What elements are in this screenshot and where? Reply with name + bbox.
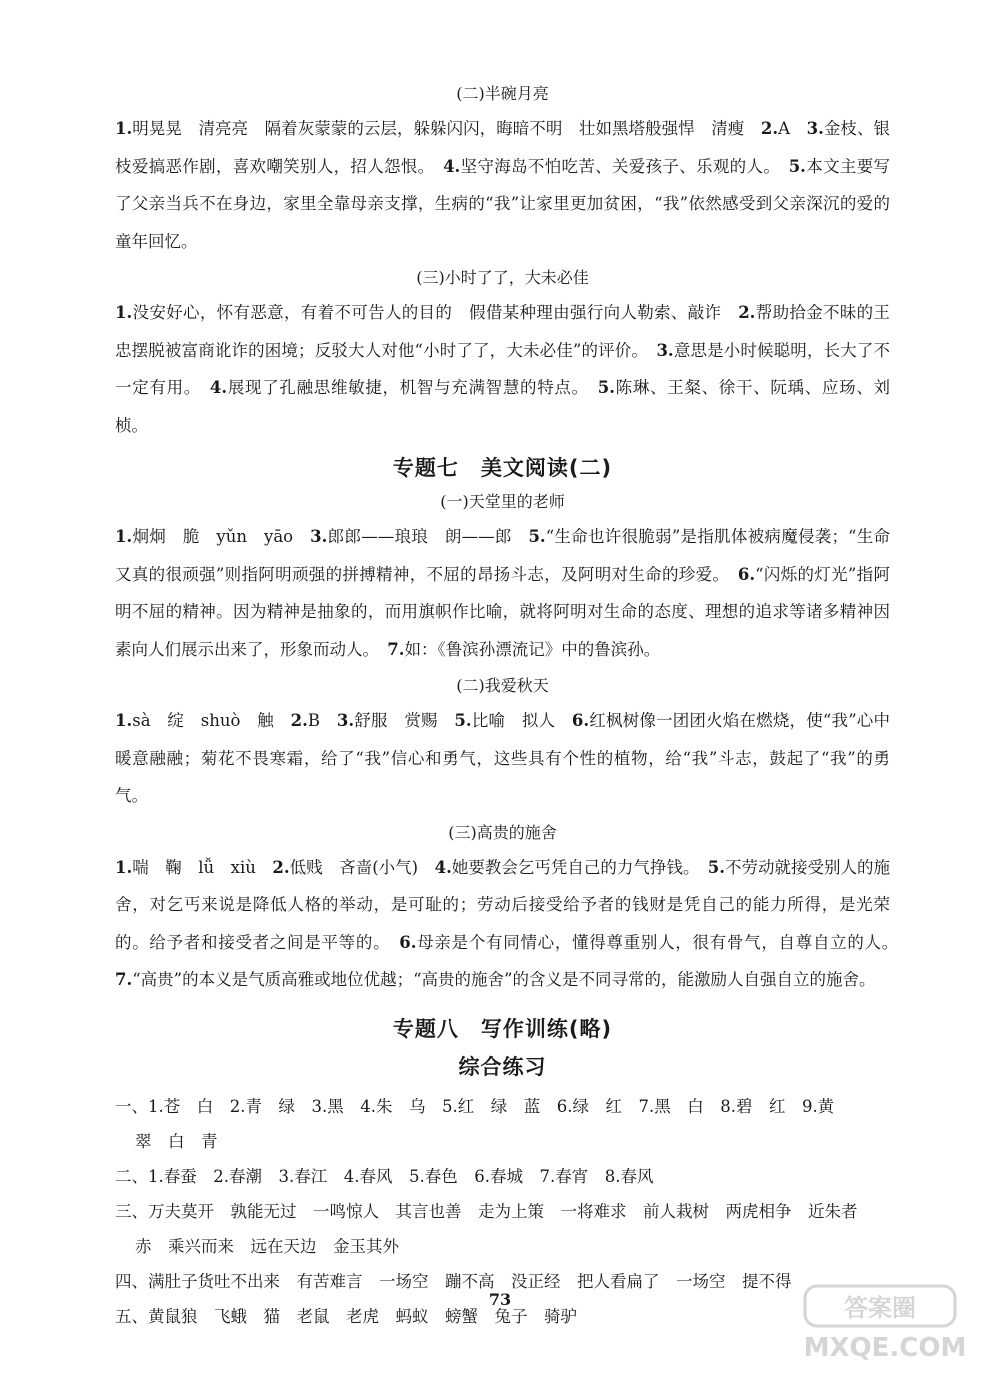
watermark-logo (790, 1284, 980, 1364)
practice-line: 四、满肚子货吐不出来 有苦难言 一场空 蹦不高 没正经 把人看扁了 一场空 提不得 (115, 1271, 792, 1291)
watermark-bottom-text: MXQE.COM (803, 1333, 967, 1363)
section-title: (三)高贵的施舍 (448, 822, 557, 842)
topic-heading: 专题八 写作训练(略) (392, 1016, 613, 1041)
practice-line: 一、1.苍 白 2.青 绿 3.黑 4.朱 乌 5.红 绿 蓝 6.绿 红 7.黑 白 8.碧 红 9.黄 (115, 1096, 835, 1116)
practice-line: 赤 乘兴而来 远在天边 金玉其外 (135, 1236, 399, 1256)
answer-page (115, 80, 907, 1334)
section-title: (二)我爱秋天 (456, 676, 549, 695)
answer-paragraph: 1.没安好心，怀有恶意，有着不可告人的目的 假借某种理由强行向人勒索、敲诈 2.帮助拾金不昧的王忠摆脱被富商讹诈的困境；反驳大人对他“小时了了，大未必佳”的评价。 3.意思是小时候聪明，长大了不一定有用。 4.展现了孔融思维敏捷，机智与充满智慧的特点。 5.陈琳、王粲、徐干、阮瑀、应玚、刘桢。 (115, 303, 891, 435)
watermark-top-text: 答案圈 (844, 1294, 916, 1322)
section-title: (一)天堂里的老师 (440, 492, 565, 511)
section-title: (二)半碗月亮 (456, 84, 549, 103)
answer-paragraph: 1.sà 绽 shuò 触 2.B 3.舒服 赏赐 5.比喻 拟人 6.红枫树像一团团火焰在燃烧，使“我”心中暖意融融；菊花不畏寒霜，给了“我”信心和勇气，这些具有个性的植物，给“我”斗志，鼓起了“我”的勇气。 (115, 711, 890, 805)
practice-line: 三、万夫莫开 孰能无过 一鸣惊人 其言也善 走为上策 一将难求 前人栽树 两虎相争 近朱者 (115, 1201, 858, 1221)
page-number: 73 (488, 1290, 512, 1309)
answer-paragraph: 1.喘 鞠 lǚ xiù 2.低贱 吝啬(小气) 4.她要教会乞丐凭自己的力气挣钱。 5.不劳动就接受别人的施舍，对乞丐来说是降低人格的举动，是可耻的；劳动后接受给予者的钱财是凭自己的能力所得，是光荣的。给予者和接受者之间是平等的。 6.母亲是个有同情心，懂得尊重别人，很有骨气，自尊自立的人。 7.“高贵”的本义是气质高雅或地位优越；“高贵的施舍”的含义是不同寻常的，能激励人自强自立的施舍。 (115, 857, 907, 989)
answer-paragraph: 1.明晃晃 清亮亮 隔着灰蒙蒙的云层，躲躲闪闪，晦暗不明 壮如黑塔般强悍 清瘦 2.A 3.金枝、银枝爱搞恶作剧，喜欢嘲笑别人，招人怨恨。 4.坚守海岛不怕吃苦、关爱孩子、乐观的人。 5.本文主要写了父亲当兵不在身边，家里全靠母亲支撑，生病的“我”让家里更加贫困，“我”依然感受到父亲深沉的爱的童年回忆。 (115, 119, 891, 251)
practice-line: 五、黄鼠狼 飞蛾 猫 老鼠 老虎 蚂蚁 螃蟹 兔子 骑驴 (115, 1306, 577, 1326)
section-title: (三)小时了了，大未必佳 (416, 268, 589, 287)
answer-paragraph: 1.炯炯 脆 yǔn yāo 3.郎郎——琅琅 朗——郎 5.“生命也许很脆弱”是指肌体被病魔侵袭；“生命又真的很顽强”则指阿明顽强的拼搏精神，不屈的昂扬斗志，及阿明对生命的珍爱。 6.“闪烁的灯光”指阿明不屈的精神。因为精神是抽象的，而用旗帜作比喻，就将阿明对生命的态度、理想的追求等诸多精神因素向人们展示出来了，形象而动人。 7.如：《鲁滨孙漂流记》中的鲁滨孙。 (115, 527, 891, 659)
practice-heading: 综合练习 (458, 1054, 547, 1079)
practice-line: 二、1.春蚕 2.春潮 3.春江 4.春风 5.春色 6.春城 7.春宵 8.春风 (115, 1166, 654, 1186)
practice-line: 翠 白 青 (135, 1131, 218, 1151)
topic-heading: 专题七 美文阅读(二) (392, 456, 613, 480)
